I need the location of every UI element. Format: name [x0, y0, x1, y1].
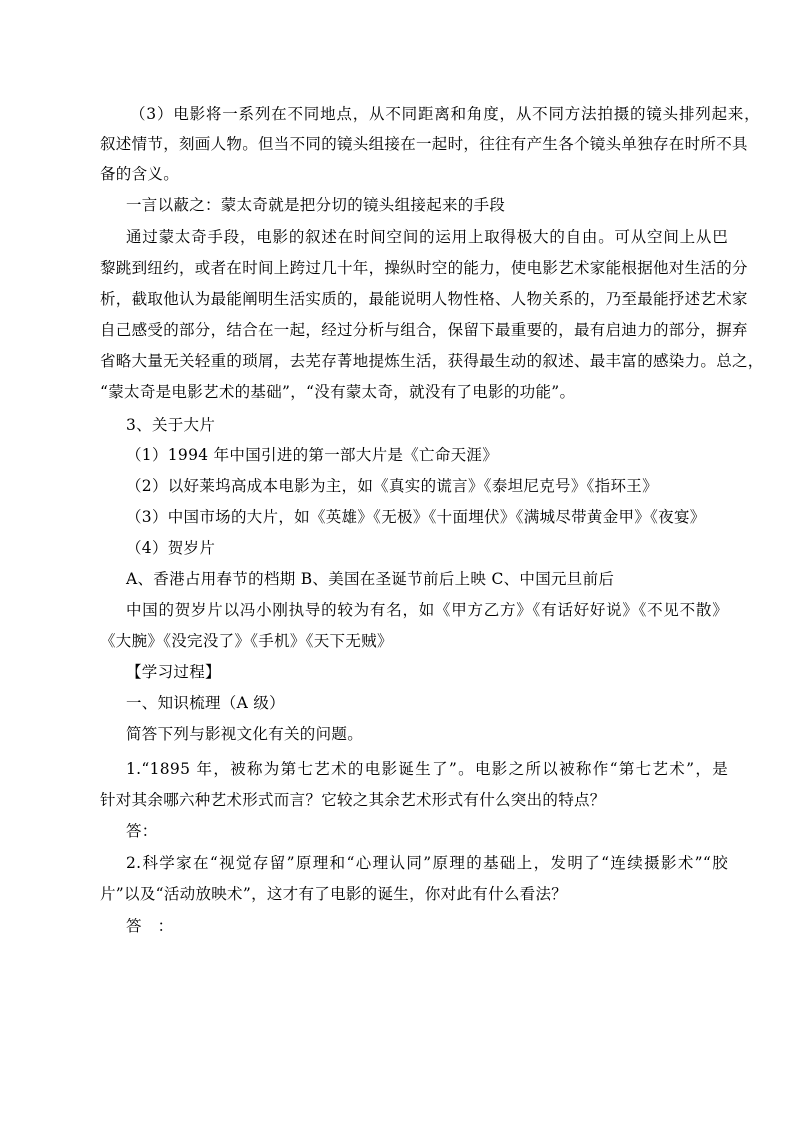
knowledge-section-heading: 一、知识梳理（A 级）	[126, 694, 285, 712]
questions-intro: 简答下列与影视文化有关的问题。	[126, 725, 364, 743]
hesui-para-line2: 《大腕》《没完没了》《手机》《天下无贼》	[100, 632, 393, 650]
question-2-line1: 2.科学家在“视觉存留”原理和“心理认同”原理的基础上，发明了“连续摄影术”“胶	[126, 854, 728, 872]
montage-para-line1: 通过蒙太奇手段，电影的叙述在时间空间的运用上取得极大的自由。可从空间上从巴	[126, 228, 728, 246]
answer-1-label: 答：	[126, 822, 158, 840]
answer-2-label: 答 ：	[126, 917, 174, 935]
montage-para-line4: 自己感受的部分，结合在一起，经过分析与组合，保留下最重要的，最有启迪力的部分，摒弃	[100, 321, 748, 339]
montage-para-line5: 省略大量无关轻重的琐屑，去芜存菁地提炼生活，获得最生动的叙述、最丰富的感染力。总之，	[100, 352, 764, 370]
hesui-para-line1: 中国的贺岁片以冯小刚执导的较为有名，如《甲方乙方》《有话好好说》《不见不散》	[126, 601, 728, 619]
blockbuster-item-1: （1）1994 年中国引进的第一部大片是《亡命天涯》	[126, 446, 499, 464]
montage-summary: 一言以蔽之：蒙太奇就是把分切的镜头组接起来的手段	[126, 196, 506, 214]
montage-para-line2: 黎跳到纽约，或者在时间上跨过几十年，操纵时空的能力，使电影艺术家能根据他对生活的分	[100, 259, 748, 277]
blockbuster-heading: 3、关于大片	[126, 416, 216, 434]
question-1-line1: 1.“1895 年，被称为第七艺术的电影诞生了”。电影之所以被称作“第七艺术”，是	[126, 760, 728, 778]
montage-point3-line2: 叙述情节，刻画人物。但当不同的镜头组接在一起时，往往有产生各个镜头单独存在时所不具	[100, 135, 748, 153]
montage-point3-line1: （3）电影将一系列在不同地点，从不同距离和角度，从不同方法拍摄的镜头排列起来，	[130, 105, 760, 123]
question-2-line2: 片”以及“活动放映术”，这才有了电影的诞生，你对此有什么看法？	[100, 885, 568, 903]
montage-para-line6: “蒙太奇是电影艺术的基础”，“没有蒙太奇，就没有了电影的功能”。	[100, 383, 576, 401]
montage-point3-line3: 备的含义。	[100, 165, 180, 183]
question-1-line2: 针对其余哪六种艺术形式而言？它较之其余艺术形式有什么突出的特点？	[100, 791, 606, 809]
blockbuster-item-3: （3）中国市场的大片，如《英雄》《无极》《十面埋伏》《满城尽带黄金甲》《夜宴》	[126, 508, 706, 526]
blockbuster-item-4: （4）贺岁片	[126, 539, 216, 557]
blockbuster-item-2: （2）以好莱坞高成本电影为主，如《真实的谎言》《泰坦尼克号》《指环王》	[126, 477, 658, 495]
process-heading: 【学习过程】	[126, 663, 221, 681]
montage-para-line3: 析，截取他认为最能阐明生活实质的，最能说明人物性格、人物关系的，乃至最能抒述艺术家	[100, 290, 748, 308]
hesui-release-windows: A、香港占用春节的档期 B、美国在圣诞节前后上映 C、中国元旦前后	[126, 570, 615, 588]
